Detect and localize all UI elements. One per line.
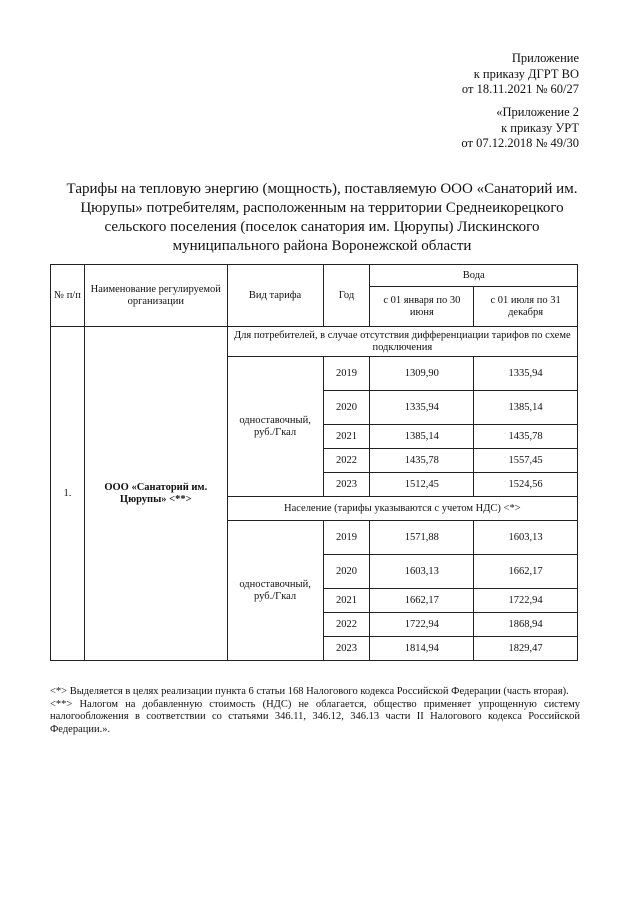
year-cell: 2020: [323, 391, 370, 425]
tariff-type: одноставочный, руб./Гкал: [227, 357, 323, 497]
prev-appendix-line: от 07.12.2018 № 49/30: [461, 136, 579, 150]
tariff-type: одноставочный, руб./Гкал: [227, 521, 323, 661]
section-title: Население (тарифы указываются с учетом НДС) <*>: [227, 497, 577, 521]
section-title: Для потребителей, в случае отсутствия дифференциации тарифов по схеме подключения: [227, 327, 577, 357]
col-tariff-header: Вид тарифа: [227, 265, 323, 327]
value-cell: 1722,94: [474, 589, 578, 613]
prev-appendix-line: к приказу УРТ: [501, 120, 579, 135]
year-cell: 2022: [323, 613, 370, 637]
year-cell: 2020: [323, 555, 370, 589]
document-title: Тарифы на тепловую энергию (мощность), поставляемую ООО «Санаторий им. Цюрупы» потребителям, расположенным на территории Среднеикорецкого сельского поселения (поселок санатория им. Цюрупы) Лискинского муниципального района Воронежской области: [66, 181, 578, 254]
value-cell: 1385,14: [370, 425, 474, 449]
value-cell: 1512,45: [370, 473, 474, 497]
tariff-table: [50, 264, 578, 661]
value-cell: 1335,94: [474, 357, 578, 391]
value-cell: 1335,94: [370, 391, 474, 425]
value-cell: 1385,14: [474, 391, 578, 425]
organization-name: ООО «Санаторий им. Цюрупы» <**>: [84, 327, 227, 661]
prev-appendix-header: [461, 105, 579, 152]
value-cell: 1309,90: [370, 357, 474, 391]
col-org-header: Наименование регулируемой организации: [84, 265, 227, 327]
year-cell: 2023: [323, 473, 370, 497]
appendix-line: Приложение: [511, 51, 579, 65]
appendix-line: от 18.11.2021 № 60/27: [461, 82, 579, 96]
prev-appendix-line: «Приложение 2: [496, 105, 579, 119]
value-cell: 1557,45: [474, 449, 578, 473]
value-cell: 1603,13: [474, 521, 578, 555]
value-cell: 1435,78: [370, 449, 474, 473]
value-cell: 1662,17: [370, 589, 474, 613]
col-year-header: Год: [323, 265, 370, 327]
appendix-line: к приказу ДГРТ ВО: [473, 66, 579, 81]
row-number: 1.: [51, 327, 85, 661]
footnotes: [50, 686, 580, 736]
col-num-header: № п/п: [51, 265, 85, 327]
year-cell: 2021: [323, 589, 370, 613]
col-h2-header: с 01 июля по 31 декабря: [474, 287, 578, 327]
value-cell: 1829,47: [474, 637, 578, 661]
value-cell: 1571,88: [370, 521, 474, 555]
year-cell: 2019: [323, 521, 370, 555]
value-cell: 1603,13: [370, 555, 474, 589]
footnote-vat: <*> Выделяется в целях реализации пункта 6 статьи 168 Налогового кодекса Российской Федерации (часть вторая).: [50, 686, 569, 697]
value-cell: 1868,94: [474, 613, 578, 637]
value-cell: 1662,17: [474, 555, 578, 589]
value-cell: 1435,78: [474, 425, 578, 449]
col-water-header: Вода: [370, 265, 578, 287]
value-cell: 1814,94: [370, 637, 474, 661]
year-cell: 2022: [323, 449, 370, 473]
year-cell: 2019: [323, 357, 370, 391]
year-cell: 2021: [323, 425, 370, 449]
appendix-header: [462, 51, 579, 98]
value-cell: 1722,94: [370, 613, 474, 637]
year-cell: 2023: [323, 637, 370, 661]
footnote-no-vat: <**> Налогом на добавленную стоимость (НДС) не облагается, общество применяет упрощенную систему налогообложения в соответствии со статьями 346.11, 346.12, 346.13 части II Налогового кодекса Российской Федерации.».: [50, 698, 580, 735]
value-cell: 1524,56: [474, 473, 578, 497]
col-h1-header: с 01 января по 30 июня: [370, 287, 474, 327]
